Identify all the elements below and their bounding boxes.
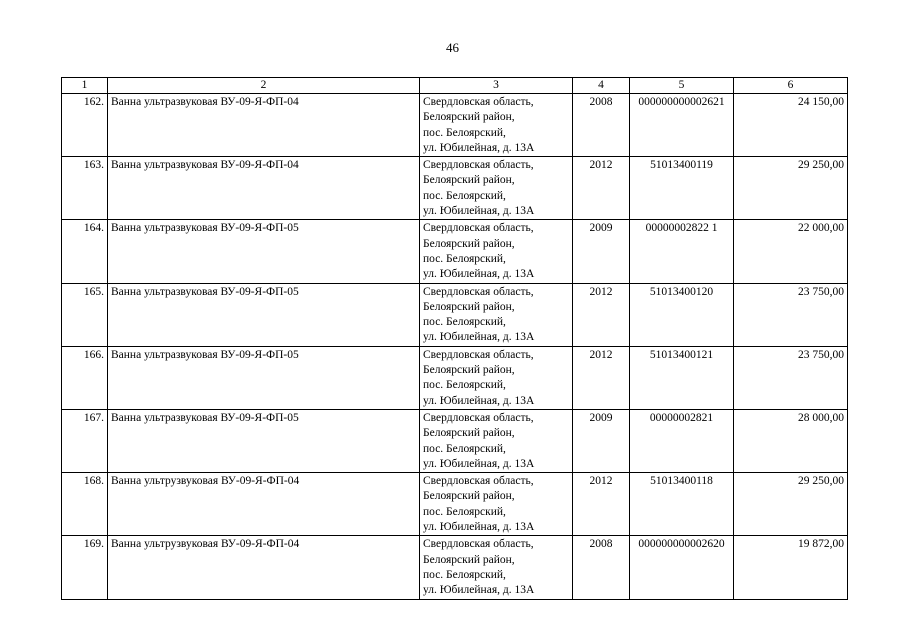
item-name-cell: Ванна ультразвуковая ВУ-09-Я-ФП-05 — [108, 220, 420, 283]
address-cell — [420, 220, 573, 283]
address-line: Свердловская область, — [423, 475, 534, 488]
address-cell — [420, 473, 573, 536]
year-cell: 2009 — [573, 409, 630, 472]
inventory-number-cell: 00000002821 — [630, 409, 734, 472]
address-cell — [420, 536, 573, 599]
item-name-cell: Ванна ультразвуковая ВУ-09-Я-ФП-05 — [108, 409, 420, 472]
address-line: Свердловская область, — [423, 96, 534, 108]
address-line: Белоярский район, — [423, 111, 515, 124]
address-cell — [420, 346, 573, 409]
item-name-cell: Ванна ультразвуковая ВУ-09-Я-ФП-05 — [108, 346, 420, 409]
cost-cell: 29 250,00 — [734, 473, 848, 536]
address-line: Белоярский район, — [423, 364, 515, 377]
item-name-cell: Ванна ультрузвуковая ВУ-09-Я-ФП-04 — [108, 536, 420, 599]
inventory-number-cell: 00000002822 1 — [630, 220, 734, 283]
table-row — [62, 220, 848, 283]
cost-cell: 23 750,00 — [734, 346, 848, 409]
page-number: 46 — [446, 40, 459, 55]
address-line: Свердловская область, — [423, 538, 534, 551]
row-number-cell: 163. — [62, 157, 108, 220]
row-number-cell: 169. — [62, 536, 108, 599]
address-line: пос. Белоярский, — [423, 316, 506, 329]
address-line: пос. Белоярский, — [423, 126, 506, 139]
address-line: Свердловская область, — [423, 285, 534, 298]
address-line: ул. Юбилейная, д. 13А — [423, 521, 535, 534]
address-line: пос. Белоярский, — [423, 379, 506, 392]
address-line: ул. Юбилейная, д. 13А — [423, 268, 535, 281]
row-number-cell: 168. — [62, 473, 108, 536]
address-line: Белоярский район, — [423, 490, 515, 503]
column-header: 6 — [734, 78, 848, 94]
column-header: 3 — [420, 78, 573, 94]
table-header-row — [62, 78, 848, 94]
year-cell: 2012 — [573, 473, 630, 536]
address-line: Белоярский район, — [423, 237, 515, 250]
year-cell: 2012 — [573, 346, 630, 409]
inventory-number-cell: 51013400118 — [630, 473, 734, 536]
address-cell — [420, 283, 573, 346]
item-name-cell: Ванна ультразвуковая ВУ-09-Я-ФП-05 — [108, 283, 420, 346]
address-line: Свердловская область, — [423, 159, 534, 172]
table-row — [62, 157, 848, 220]
inventory-table — [61, 77, 848, 600]
year-cell: 2008 — [573, 536, 630, 599]
row-number-cell: 165. — [62, 283, 108, 346]
address-cell — [420, 94, 573, 157]
address-line: ул. Юбилейная, д. 13А — [423, 457, 535, 470]
row-number-cell: 162. — [62, 94, 108, 157]
inventory-number-cell: 000000000002620 — [630, 536, 734, 599]
table-row — [62, 473, 848, 536]
inventory-number-cell: 51013400121 — [630, 346, 734, 409]
address-line: Белоярский район, — [423, 174, 515, 187]
table-row — [62, 346, 848, 409]
inventory-number-cell: 51013400120 — [630, 283, 734, 346]
address-cell — [420, 157, 573, 220]
column-header: 4 — [573, 78, 630, 94]
address-line: пос. Белоярский, — [423, 505, 506, 518]
address-line: Белоярский район, — [423, 553, 515, 566]
address-line: Белоярский район, — [423, 427, 515, 440]
year-cell: 2012 — [573, 157, 630, 220]
column-header: 2 — [108, 78, 420, 94]
table-row — [62, 536, 848, 599]
row-number-cell: 164. — [62, 220, 108, 283]
item-name-cell: Ванна ультрузвуковая ВУ-09-Я-ФП-04 — [108, 473, 420, 536]
address-line: ул. Юбилейная, д. 13А — [423, 394, 535, 407]
table-row — [62, 283, 848, 346]
cost-cell: 22 000,00 — [734, 220, 848, 283]
row-number-cell: 166. — [62, 346, 108, 409]
item-name-cell: Ванна ультразвуковая ВУ-09-Я-ФП-04 — [108, 94, 420, 157]
table-row — [62, 94, 848, 157]
year-cell: 2012 — [573, 283, 630, 346]
address-line: ул. Юбилейная, д. 13А — [423, 331, 535, 344]
cost-cell: 24 150,00 — [734, 94, 848, 157]
address-line: ул. Юбилейная, д. 13А — [423, 205, 535, 218]
cost-cell: 29 250,00 — [734, 157, 848, 220]
inventory-number-cell: 000000000002621 — [630, 94, 734, 157]
column-header: 1 — [62, 78, 108, 94]
address-line: пос. Белоярский, — [423, 568, 506, 581]
address-line: Свердловская область, — [423, 222, 534, 235]
table-body — [62, 94, 848, 600]
address-line: ул. Юбилейная, д. 13А — [423, 141, 535, 154]
address-line: Свердловская область, — [423, 411, 534, 424]
item-name-cell: Ванна ультразвуковая ВУ-09-Я-ФП-04 — [108, 157, 420, 220]
cost-cell: 23 750,00 — [734, 283, 848, 346]
column-header: 5 — [630, 78, 734, 94]
cost-cell: 28 000,00 — [734, 409, 848, 472]
address-line: пос. Белоярский, — [423, 189, 506, 202]
address-line: Белоярский район, — [423, 300, 515, 313]
inventory-number-cell: 51013400119 — [630, 157, 734, 220]
address-line: пос. Белоярский, — [423, 442, 506, 455]
year-cell: 2008 — [573, 94, 630, 157]
row-number-cell: 167. — [62, 409, 108, 472]
address-cell — [420, 409, 573, 472]
address-line: Свердловская область, — [423, 348, 534, 361]
cost-cell: 19 872,00 — [734, 536, 848, 599]
year-cell: 2009 — [573, 220, 630, 283]
address-line: пос. Белоярский, — [423, 252, 506, 265]
table-row — [62, 409, 848, 472]
address-line: ул. Юбилейная, д. 13А — [423, 584, 535, 597]
